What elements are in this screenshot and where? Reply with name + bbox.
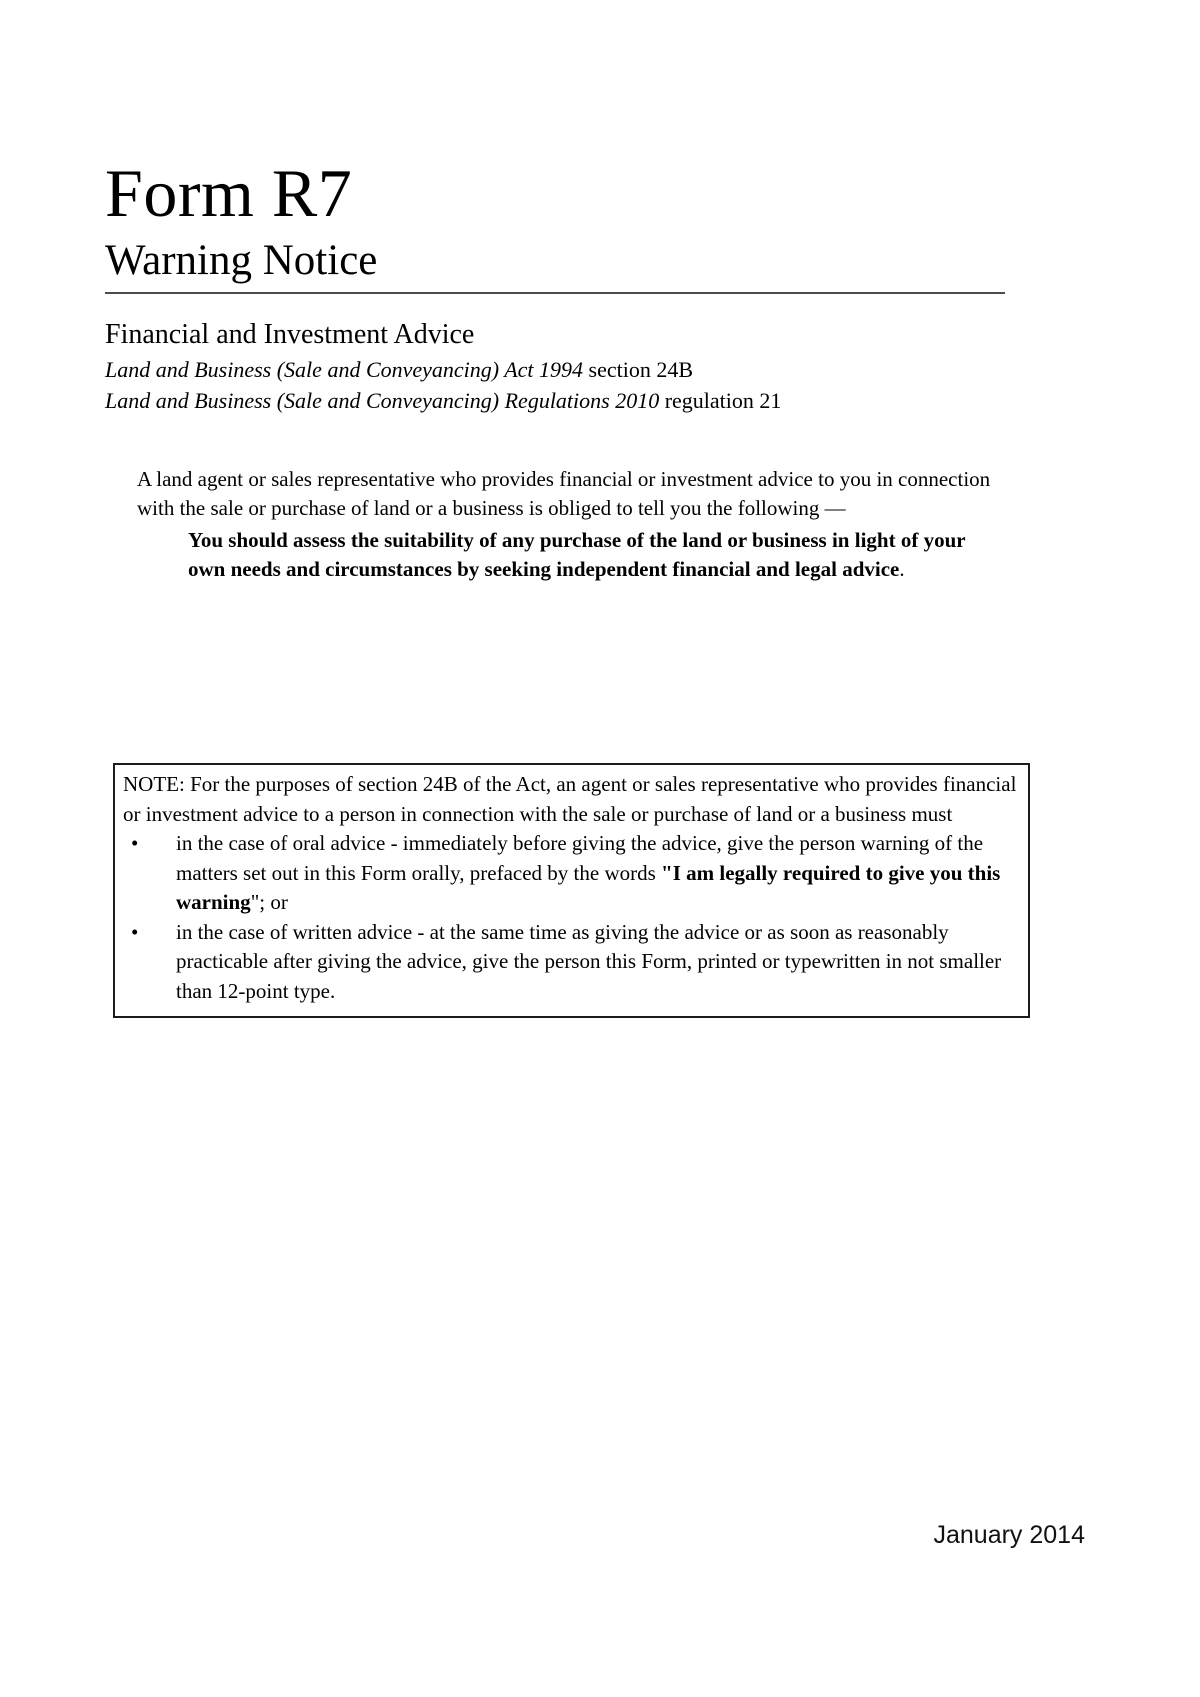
bullet-text xyxy=(176,918,1020,1007)
bullet-icon: • xyxy=(131,831,139,855)
note-bullet-written-advice xyxy=(123,918,1020,1007)
bullet-text-post: "; or xyxy=(250,890,288,914)
act-reference-line xyxy=(105,356,1015,383)
regulation-reference-regular: regulation 21 xyxy=(659,387,782,413)
note-intro: NOTE: For the purposes of section 24B of the Act, an agent or sales representative who provides financial or investment advice to a person in connection with the sale or purchase of land or a business must xyxy=(123,772,1017,826)
form-title: Form R7 xyxy=(105,155,353,231)
warning-statement-bold: You should assess the suitability of any purchase of the land or business in light of your own needs and circumstances by seeking independent financial and legal advice xyxy=(188,528,966,581)
warning-statement-period: . xyxy=(899,557,905,581)
header-divider xyxy=(105,292,1005,294)
form-subtitle: Warning Notice xyxy=(105,237,378,285)
bullet-icon: • xyxy=(131,919,139,944)
bullet-text xyxy=(176,829,1020,918)
footer-date: January 2014 xyxy=(933,1521,1085,1549)
note-box xyxy=(113,763,1030,1018)
document-header xyxy=(105,155,1005,302)
regulation-reference-line xyxy=(105,387,1015,414)
act-reference-italic: Land and Business (Sale and Conveyancing) Act 1994 xyxy=(105,356,584,382)
bullet-text-pre: in the case of written advice - at the same time as giving the advice or as soon as reasonably practicable after giving the advice, give the person this Form, printed or typewritten in not smaller than 12-point type. xyxy=(176,919,1002,1003)
act-reference-regular: section 24B xyxy=(583,356,694,382)
bullet-text-bold: "I am legally required to give you this warning xyxy=(176,860,1001,914)
intro-paragraph: A land agent or sales representative who provides financial or investment advice to you in connection with the sale or purchase of land or a business is obliged to tell you the following — xyxy=(137,467,991,520)
note-bullet-oral-advice xyxy=(123,829,1020,918)
legislation-section xyxy=(105,318,1015,414)
bullet-text-pre: in the case of oral advice - immediately before giving the advice, give the person warning of the matters set out in this Form orally, prefaced by the words xyxy=(176,831,984,885)
section-heading: Financial and Investment Advice xyxy=(105,319,475,350)
regulation-reference-italic: Land and Business (Sale and Conveyancing) Regulations 2010 xyxy=(105,387,660,413)
warning-statement xyxy=(188,526,1000,584)
